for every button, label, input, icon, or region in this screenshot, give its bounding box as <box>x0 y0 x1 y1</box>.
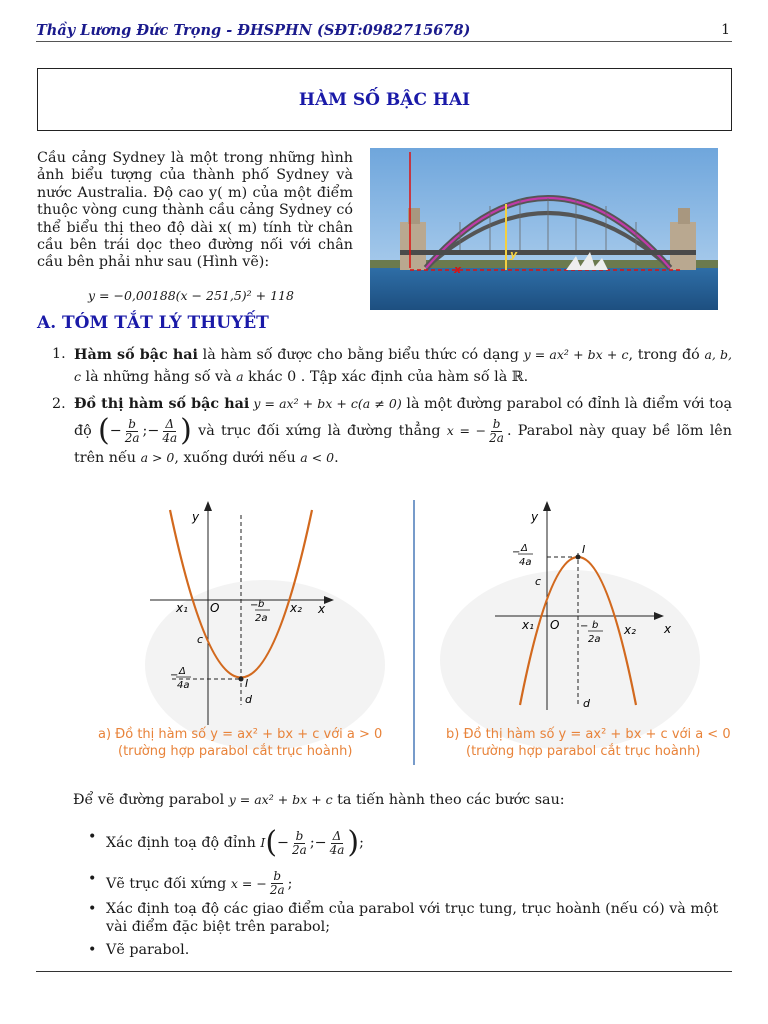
intro-paragraph: Cầu cảng Sydney là một trong những hình ảnh biểu tượng của thành phố Sydney và nước Australia. Độ cao y( m) của một điểm thuộc vòng cung thành cầu cảng Sydney có thể biểu thị theo độ dài x( m) tính từ chân cầu bên trái dọc theo đường nối với chân cầu bên phải như sau (Hình vẽ): <box>37 150 353 271</box>
graph-b-axis-d: d <box>583 697 590 710</box>
item-number: 2. <box>52 396 66 412</box>
graph-a-c: c <box>197 633 204 646</box>
graph-b-x2: x₂ <box>624 623 636 637</box>
graph-a-caption: a) Đồ thị hàm số y = ax² + bx + c với a > 0 <box>98 727 383 742</box>
title-box <box>37 68 732 131</box>
graph-a-x2: x₂ <box>290 601 302 615</box>
photo-y-label: y <box>510 248 518 261</box>
graph-a-axis-d: d <box>245 693 252 706</box>
graph-b-x1: x₁ <box>522 618 534 632</box>
svg-text:Δ: Δ <box>521 543 528 554</box>
graph-b-caption: b) Đồ thị hàm số y = ax² + bx + c với a < 0 <box>446 727 731 742</box>
definition-item-1: 1. Hàm số bậc hai là hàm số được cho bằng biểu thức có dạng y = ax² + bx + c, trong đó a, b, c là những hằng số và a khác 0 . Tập xác định của hàm số là ℝ. <box>52 346 733 385</box>
sydney-bridge-photo <box>370 148 718 310</box>
step-2: • Vẽ trục đối xứng x = − $\frac{b}{2a}$ ; <box>88 869 293 897</box>
graph-a-origin: O <box>210 601 220 615</box>
svg-text:−: − <box>512 547 521 558</box>
header-title: Thầy Lương Đức Trọng - ĐHSPHN (SĐT:0982715678) <box>36 22 471 39</box>
parabola-graphs-figure <box>90 495 758 770</box>
footer-divider <box>36 971 732 972</box>
graph-a-vertex-I: I <box>245 677 249 690</box>
graph-a-x-label: x <box>318 602 326 616</box>
graph-b-c: c <box>535 575 542 588</box>
svg-text:4a: 4a <box>177 680 190 691</box>
section-heading-a: A. TÓM TẮT LÝ THUYẾT <box>37 313 269 333</box>
graph-a-y-label: y <box>192 510 200 524</box>
graph-b-vertex-I: I <box>582 543 586 556</box>
graph-a-x1: x₁ <box>176 601 188 615</box>
term-quadratic-function: Hàm số bậc hai <box>74 347 198 363</box>
step-4: • Vẽ parabol. <box>88 942 190 958</box>
svg-text:4a: 4a <box>519 557 532 568</box>
term-quadratic-graph: Đồ thị hàm số bậc hai <box>74 396 250 412</box>
svg-text:−: − <box>250 600 259 611</box>
svg-text:Δ: Δ <box>179 666 186 677</box>
svg-text:−: − <box>170 670 179 681</box>
svg-text:2a: 2a <box>255 613 268 624</box>
page-header <box>36 20 732 42</box>
page-title: HÀM SỐ BẬC HAI <box>298 90 471 110</box>
steps-intro: Để vẽ đường parabol y = ax² + bx + c ta tiến hành theo các bước sau: <box>73 792 565 808</box>
graph-b-origin: O <box>550 618 560 632</box>
svg-text:2a: 2a <box>588 634 601 645</box>
sydney-formula: y = −0,00188(x − 251,5)² + 118 <box>88 288 294 303</box>
svg-text:b: b <box>592 620 599 631</box>
svg-text:b: b <box>258 599 265 610</box>
svg-text:−: − <box>580 621 589 632</box>
definition-item-2: 2. Đồ thị hàm số bậc hai y = ax² + bx + c(a ≠ 0) là một đường parabol có đỉnh là điểm với toạ độ (− $\frac{b}{2a}$ ;− $\frac{\Delta}{4a}$ ) và trục đối xứng là đường thẳng x = − $\frac{b}{2a}$ . Parabol này quay bề lõm lên trên nếu a > 0, xuống dưới nếu a < 0. <box>52 392 732 470</box>
graph-b-caption-sub: (trường hợp parabol cắt trục hoành) <box>466 744 701 759</box>
photo-x-label: x <box>454 263 462 276</box>
step-3: • Xác định toạ độ các giao điểm của parabol với trục tung, trục hoành (nếu có) và một vài điểm đặc biệt trên parabol; <box>88 901 719 935</box>
graph-a-caption-sub: (trường hợp parabol cắt trục hoành) <box>118 744 353 759</box>
graph-b-x-label: x <box>664 622 672 636</box>
item-number: 1. <box>52 346 66 362</box>
step-1: • Xác định toạ độ đỉnh I(− $\frac{b}{2a}$ ;− $\frac{\Delta}{4a}$ ); <box>88 825 364 860</box>
graph-b-y-label: y <box>531 510 539 524</box>
page-number: 1 <box>721 22 730 38</box>
